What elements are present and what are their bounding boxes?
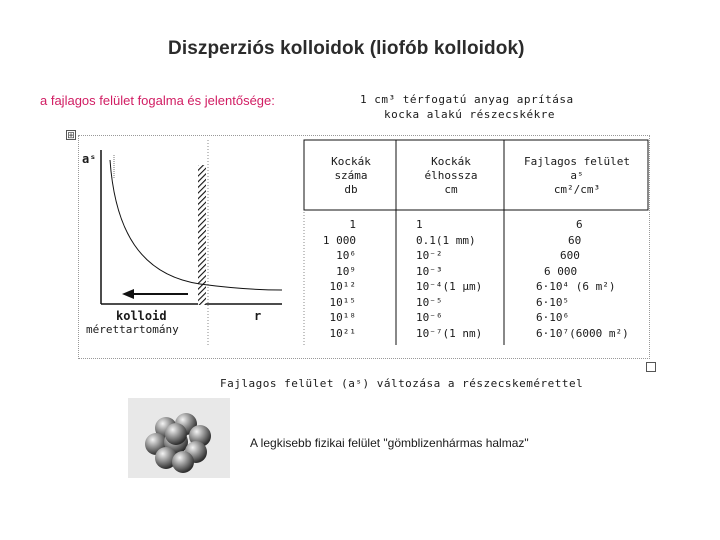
page-title: Diszperziós kolloidok (liofób kolloidok) [168,38,525,59]
header-line: száma [334,169,368,182]
sphere-cluster-icon [128,398,230,478]
table-cell: 10⁻² [416,249,443,262]
table-cell: 10²¹ [329,326,356,340]
header-line: Kockák [431,155,471,168]
table-cell: 10⁹ [336,264,356,278]
header-line: Fajlagos felület [524,155,630,168]
graph-x-label: r [254,309,262,323]
table-cell: 1 [416,218,423,231]
table-cell: 0.1(1 mm) [416,233,476,247]
table-cell: 10⁻³ [416,264,443,278]
table-cell: 10⁻⁷(1 nm) [416,326,483,340]
table-column-count [306,217,356,341]
table-cell: 6 [576,218,583,231]
intro-line-1: 1 cm³ térfogatú anyag aprítása [360,93,574,106]
table-cell: 10¹⁸ [329,311,356,324]
table-cell: 10⁻⁴(1 μm) [416,280,483,293]
table-cell: 1 [349,218,356,231]
table-cell: 10⁶ [336,249,356,262]
graph-y-label: aˢ [82,152,97,166]
cluster-label: A legkisebb fizikai felület "gömblizenhármas halmaz" [250,436,529,450]
region-label-size-range: mérettartomány [86,323,179,336]
table-cell: 10⁻⁶ [416,311,443,324]
table-header-edge [398,155,504,197]
table-column-edge [416,217,502,341]
table-cell: 10¹⁵ [329,295,356,309]
move-handle-icon[interactable]: ⊞ [67,130,75,140]
table-cell: 6 000 [544,264,578,278]
intro-line-2: kocka alakú részecskékre [384,108,555,121]
table-header-count [306,155,396,197]
table-cell: 6·10⁵ [536,295,570,309]
header-line: aˢ [570,169,584,182]
table-header-surface [506,155,648,197]
header-line: cm [444,183,458,196]
figure-caption: Fajlagos felület (aˢ) változása a részecskemérettel [220,377,584,390]
resize-handle-icon[interactable] [646,362,656,372]
header-line: élhossza [424,169,478,182]
table-column-surface [506,217,648,341]
table-cell: 6·10⁴ (6 m²) [536,280,616,293]
header-line: cm²/cm³ [553,183,601,196]
sphere-cluster-image [128,398,230,478]
table-cell: 10⁻⁵ [416,295,443,309]
table-cell: 1 000 [322,233,356,247]
region-label-colloid: kolloid [116,309,167,323]
header-line: db [344,183,358,196]
table-cell: 600 [560,249,580,262]
header-line: Kockák [331,155,371,168]
table-cell: 10¹² [329,280,356,293]
table-cell: 60 [568,233,582,247]
table-cell: 6·10⁷(6000 m²) [536,326,629,340]
intro-label: a fajlagos felület fogalma és jelentősége: [40,93,275,108]
table-cell: 6·10⁶ [536,311,570,324]
